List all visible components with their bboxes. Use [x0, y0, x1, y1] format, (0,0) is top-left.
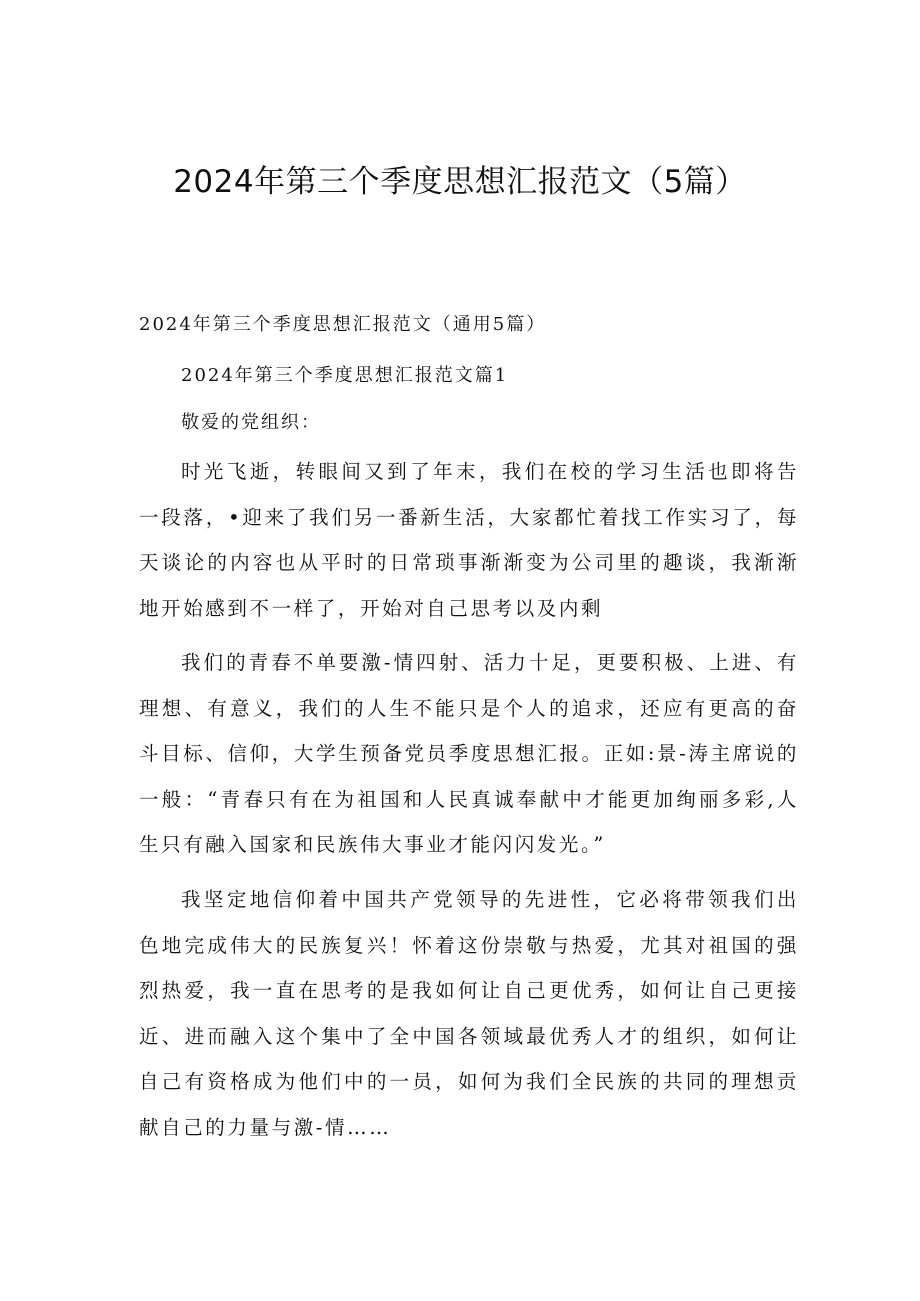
section-heading: 2024年第三个季度思想汇报范文篇1 — [181, 365, 509, 386]
body-paragraph-2: 我们的青春不单要激-情四射、活力十足，更要积极、上进、有理想、有意义，我们的人生不能只是个人的追求，还应有更高的奋斗目标、信仰，大学生预备党员季度思想汇报。正如:景-涛主席说的一般：“青春只有在为祖国和人民真诚奉献中才能更加绚丽多彩,人生只有融入国家和民族伟大事业才能闪闪发光。” — [139, 651, 799, 856]
document-title: 2024年第三个季度思想汇报范文（5篇） — [173, 164, 747, 200]
salutation: 敬爱的党组织： — [181, 412, 321, 433]
document-subtitle: 2024年第三个季度思想汇报范文（通用5篇） — [139, 314, 547, 335]
body-paragraph-1: 时光飞逝，转眼间又到了年末，我们在校的学习生活也即将告一段落，•迎来了我们另一番新生活，大家都忙着找工作实习了，每天谈论的内容也从平时的日常琐事渐渐变为公司里的趣谈，我渐渐地开始感到不一样了，开始对自己思考以及内剩 — [139, 460, 799, 620]
body-paragraph-3: 我坚定地信仰着中国共产党领导的先进性，它必将带领我们出色地完成伟大的民族复兴！怀着这份崇敬与热爱，尤其对祖国的强烈热爱，我一直在思考的是我如何让自己更优秀，如何让自己更接近、进而融入这个集中了全中国各领域最优秀人才的组织，如何让自己有资格成为他们中的一员，如何为我们全民族的共同的理想贡献自己的力量与激-情…… — [139, 888, 799, 1139]
